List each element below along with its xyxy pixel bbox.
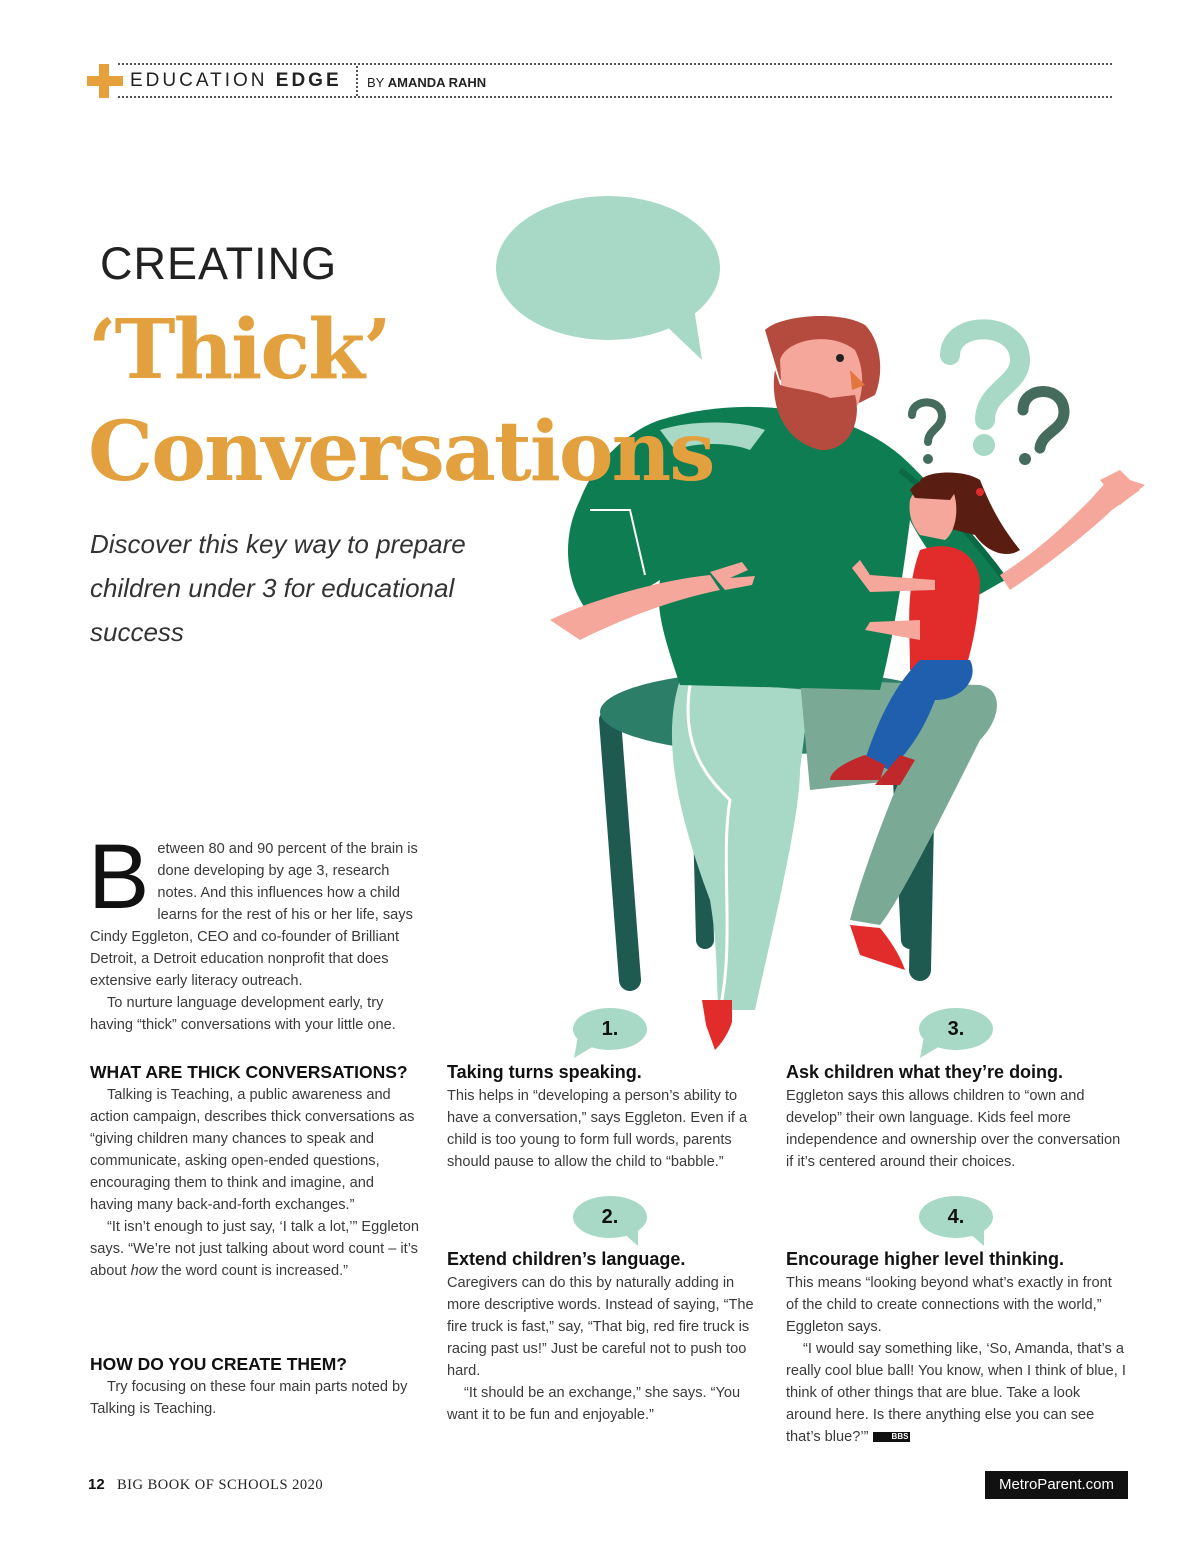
how-section — [90, 1352, 420, 1420]
what-paragraph-2 — [90, 1216, 420, 1282]
what-quote-emphasis: how — [130, 1263, 158, 1279]
intro-section — [88, 826, 420, 1036]
header-divider — [356, 66, 358, 96]
step-2-paragraph-1: Caregivers can do this by naturally adding in more descriptive words. Instead of saying, “The fire truck is fast,” say, “That big, red fire truck is racing past us!” Just be careful not to push too hard. — [447, 1275, 754, 1379]
title-line-2: Conversations — [88, 404, 714, 500]
step-2-paragraph-2: “It should be an exchange,” she says. “You want it to be fun and enjoyable.” — [447, 1385, 741, 1423]
step-4-paragraph-2 — [786, 1338, 1126, 1448]
section-label-bold: EDGE — [275, 70, 342, 91]
how-heading: HOW DO YOU CREATE THEM? — [90, 1354, 347, 1374]
father-daughter-illustration — [480, 180, 1170, 1060]
plus-icon-bar — [87, 76, 123, 86]
step-1-paragraph: This helps in “developing a person’s ability to have a conversation,” says Eggleton. Even if a child is too young to form full words, parents should pause to allow the child to “babble.” — [447, 1088, 748, 1170]
step-1-bubble — [572, 1008, 648, 1054]
intro-paragraph — [88, 826, 420, 992]
step-3-body — [786, 1085, 1126, 1173]
step-3-paragraph: Eggleton says this allows children to “own and develop” their own language. Kids feel more independence and ownership over the conversation if it’s centered around their choices. — [786, 1088, 1121, 1170]
step-4-number: 4. — [947, 1206, 965, 1228]
header-top-rule — [118, 63, 1112, 65]
publication-name: BIG BOOK OF SCHOOLS 2020 — [117, 1477, 324, 1493]
subtitle-dek: Discover this key way to prepare children under 3 for educational success — [90, 529, 466, 647]
byline — [367, 75, 486, 90]
step-3-title: Ask children what they’re doing. — [786, 1062, 1064, 1082]
page-number: 12 — [88, 1476, 105, 1493]
what-quote-start: “It isn’t enough to just say, ‘I talk a lot,’” Eggleton says. “We’re not just talking about word count – it’s about — [90, 1219, 420, 1279]
man-legs — [672, 680, 997, 1050]
step-1-title: Taking turns speaking. — [447, 1062, 642, 1082]
step-4-body — [786, 1272, 1126, 1448]
step-2-number: 2. — [601, 1206, 619, 1228]
author-name: AMANDA RAHN — [387, 75, 487, 90]
how-paragraph: Try focusing on these four main parts noted by Talking is Teaching. — [90, 1379, 408, 1417]
drop-cap: B — [88, 826, 150, 928]
byline-prefix: BY — [367, 75, 385, 90]
step-4-quote: “I would say something like, ‘So, Amanda, that’s a really cool blue ball! You know, when I think of blue, I think of other things that are blue. Take a look around here. Is there anything else you can see that’s blue?’” — [786, 1341, 1126, 1445]
step-4-title: Encourage higher level thinking. — [786, 1249, 1065, 1269]
what-paragraph-1: Talking is Teaching, a public awareness and action campaign, describes thick conversations as “giving children many chances to speak and communicate, asking open-ended questions, encouraging them to think and imagine, and having many back-and-forth exchanges.” — [90, 1087, 415, 1213]
step-4-paragraph-1: This means “looking beyond what’s exactly in front of the child to create connections with the world,” Eggleton says. — [786, 1275, 1112, 1335]
question-mark-icon — [912, 329, 1064, 465]
section-label-light: EDUCATION — [130, 70, 268, 91]
step-2-bubble — [572, 1196, 648, 1242]
what-section — [90, 1060, 420, 1282]
step-3-number: 3. — [947, 1018, 965, 1040]
title-line-1: ‘Thick’ — [88, 302, 390, 398]
end-mark: BBS — [873, 1432, 911, 1442]
title-kicker: CREATING — [100, 238, 338, 289]
step-2-body — [447, 1272, 767, 1426]
what-quote-end: the word count is increased.” — [157, 1263, 348, 1279]
step-1-number: 1. — [601, 1018, 619, 1040]
intro-paragraph-2: To nurture language development early, try having “thick” conversations with your little one. — [90, 995, 396, 1033]
what-heading: WHAT ARE THICK CONVERSATIONS? — [90, 1062, 408, 1082]
header-bottom-rule — [118, 96, 1112, 98]
step-1-body — [447, 1085, 767, 1173]
step-2-title: Extend children’s language. — [447, 1249, 686, 1269]
step-3-bubble — [918, 1008, 994, 1054]
section-label — [130, 70, 342, 92]
step-4-bubble — [918, 1196, 994, 1242]
speech-bubble-icon — [496, 196, 720, 360]
intro-text: etween 80 and 90 percent of the brain is done developing by age 3, research notes. And this influences how a child learns for the rest of his or her life, says Cindy Eggleton, CEO and co-founder of Brilliant Detroit, a Detroit education nonprofit that does extensive early literacy outreach. — [90, 841, 418, 989]
site-badge[interactable]: MetroParent.com — [985, 1471, 1128, 1499]
